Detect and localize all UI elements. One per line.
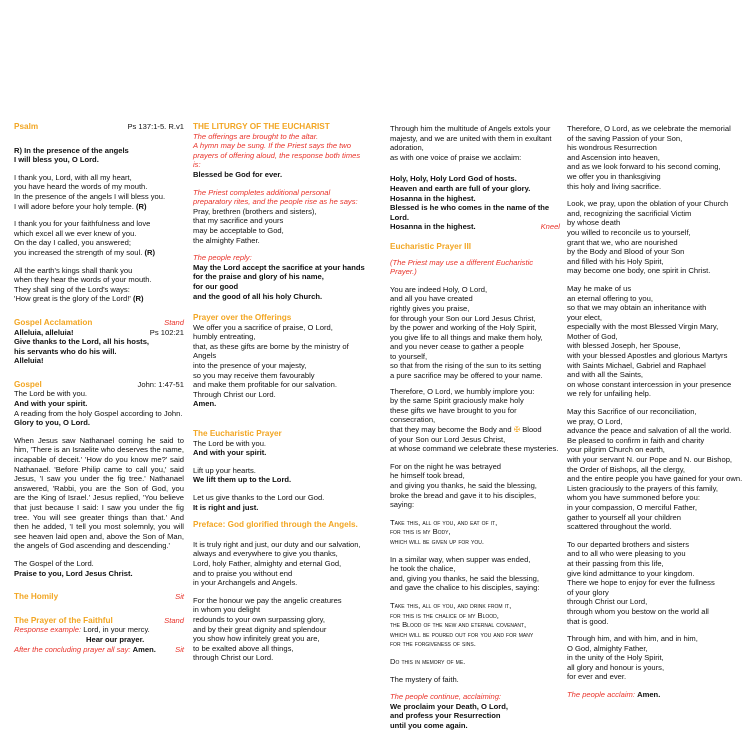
column-4 — [567, 124, 745, 700]
acclamation-text: Give thanks to the Lord, all his hosts, his servants who do his will. Alleluia! — [14, 337, 150, 366]
cross-icon: ✠ — [513, 425, 521, 435]
pray-text: Pray, brethren (brothers and sisters), that my sacrifice and yours may be acceptable to God, the almighty Father. — [193, 206, 317, 245]
ep3-body-words: Take this, all of you, and eat of it, for this is my Body, which will be given up for you. — [390, 517, 498, 546]
homily-header — [14, 592, 184, 602]
final-acclaim: The people acclaim: Amen. — [567, 690, 661, 700]
ep-line-2: Lift up your hearts. — [193, 465, 256, 475]
col4-p1: Therefore, O Lord, as we celebrate the memorial of the saving Passion of your Son, his wondrous Resurrection and Ascension into heaven, and as we look forward to his second coming, we offer you in thanksgiving this holy and living sacrifice. — [567, 124, 731, 191]
preface-p2: For the honour we pay the angelic creatures in whom you delight redounds to your own surpassing glory, and by their great dignity and splendour you show how infinitely great you are, to be exalted above all things, through Christ our Lord. — [193, 595, 342, 663]
eucharist-title: THE LITURGY OF THE EUCHARIST — [193, 122, 330, 131]
blessed-response: Blessed be God for ever. — [193, 169, 283, 179]
offerings-amen: Amen. — [193, 399, 217, 409]
gospel-line-2: A reading from the holy Gospel according to John. — [14, 408, 183, 418]
gospel-end: The Gospel of the Lord. — [14, 558, 94, 568]
col4-p3: May he make of us an eternal offering to you, so that we may obtain an inheritance with your elect, especially with the most Blessed Virgin Mary, Mother of God, with blessed Joseph, her Spouse, with your blessed Apostles and glorious Martyrs with Saints Michael, Gabriel and Raphael and with all the Saints, on whose constant intercession in your presence we rely for unfailing help. — [567, 283, 732, 399]
column-3 — [390, 124, 560, 738]
priest-rubric: The Priest completes additional personal preparatory rites, and the people rise as he says: — [193, 187, 358, 207]
acclamation-ref: Ps 102:21 — [149, 327, 184, 337]
gospel-header — [14, 380, 184, 390]
ep3-acclamation: We proclaim your Death, O Lord, and profess your Resurrection until you come again. — [390, 701, 509, 730]
angels-text: Through him the multitude of Angels extols your majesty, and we are united with them in exultant adoration, as with one voice of praise we acclaim: — [390, 124, 552, 162]
psalm-stanza-3: All the earth's kings shall thank you when they hear the words of your mouth. They shall sing of the Lord's ways: 'How great is the glory of the Lord!' (R) — [14, 265, 152, 304]
ep3-p2: Therefore, O Lord, we humbly implore you: by the same Spirit graciously make holy these gifts we have brought to you for consecration, that they may become the Body and ✠ Blood of your Son our Lord Jesus Christ, at whose command we celebrate these mysteries. — [390, 386, 559, 454]
alleluia-row — [14, 328, 184, 338]
psalm-stanza-2: I thank you for your faithfulness and love which excel all we ever knew of you. On the day I called, you answered; you increased the strength of my soul. (R) — [14, 219, 155, 257]
gospel-title: Gospel — [14, 379, 42, 389]
gospel-response-2: Glory to you, O Lord. — [14, 418, 90, 428]
gospel-ref: John: 1:47-51 — [137, 379, 184, 389]
ep3-people-rubric: The people continue, acclaiming: — [390, 692, 502, 702]
ep3-blood-words: Take this, all of you, and drink from it, for this is the chalice of my Blood, the Blood of the new and eternal covenant, which will be poured out for you and for many for the forgiveness of sins. — [390, 600, 534, 649]
ep-line-1: The Lord be with you. — [193, 438, 267, 448]
gospel-end-response: Praise to you, Lord Jesus Christ. — [14, 568, 133, 578]
faithful-header — [14, 616, 184, 626]
gospel-response-1: And with your spirit. — [14, 399, 88, 409]
column-1 — [14, 122, 184, 654]
psalm-ref: Ps 137:1-5. R.v1 — [127, 122, 184, 131]
faithful-title: The Prayer of the Faithful — [14, 615, 113, 625]
ep3-title: Eucharistic Prayer III — [390, 241, 472, 251]
psalm-stanza-1: I thank you, Lord, with all my heart, you have heard the words of my mouth. In the presence of the angels I will bless you. I will adore before your holy temple. (R) — [14, 172, 166, 211]
people-reply-rubric: The people reply: — [193, 253, 252, 263]
sanctus-text: Holy, Holy, Holy Lord God of hosts. Heaven and earth are full of your glory. Hosanna in the highest. Blessed is he who comes in the name of the Lord. — [390, 174, 550, 222]
ep3-p4: In a similar way, when supper was ended, he took the chalice, and, giving you thanks, he said the blessing, and gave the chalice to his disciples, saying: — [390, 554, 540, 593]
offerings-title: Prayer over the Offerings — [193, 313, 292, 323]
sanctus-last: Hosanna in the highest. — [390, 222, 476, 232]
faithful-after-row: After the concluding prayer all say: Amen. Sit — [14, 644, 184, 654]
faithful-after-posture: Sit — [175, 644, 184, 654]
gospel-body: When Jesus saw Nathanael coming he said to him, 'There is an Israelite who deserves the name, incapable of deceit.' 'How do you know me?' said Nathanael. 'Before Philip came to call you,' said Jesus, 'I saw you under the fig tree.' Nathanael answered, 'Rabbi, you are the Son of God, you are the King of Israel.' Jesus replied, 'You believe that just because I said: I saw you under the fig tree. You will see greater things than that.' And then he added, 'I tell you most solemnly, you will see heaven laid open and, above the Son of Man, the angels of God ascending and descending.' — [14, 435, 184, 551]
psalm-header — [14, 122, 184, 132]
ep-response-2: We lift them up to the Lord. — [193, 475, 292, 485]
ep3-p3: For on the night he was betrayed he himself took bread, and giving you thanks, he said the blessing, broke the bread and gave it to his disciples, saying: — [390, 461, 537, 510]
ep3-memory: Do this in memory of me. — [390, 656, 466, 666]
col4-p5: To our departed brothers and sisters and to all who were pleasing to you at their passing from this life, give kind admittance to your kingdom. There we hope to enjoy for ever the fullness of your glory through Christ our Lord, through whom you bestow on the world all that is good. — [567, 539, 715, 626]
acclamation-title: Gospel Acclamation — [14, 317, 93, 327]
kneel-posture: Kneel — [540, 222, 560, 232]
eucharist-rubric: The offerings are brought to the altar. A hymn may be sung. If the Priest says the two prayers of offering aloud, the response both times is: — [193, 131, 361, 170]
faithful-response: Response example: Lord, in your mercy. — [14, 625, 150, 635]
faithful-posture: Stand — [164, 615, 184, 625]
alleluia-text: Alleluia, alleluia! — [14, 327, 74, 337]
col4-p4: May this Sacrifice of our reconciliation, we pray, O Lord, advance the peace and salvation of all the world. Be pleased to confirm in faith and charity your pilgrim Church on earth, with your servant N. our Pope and N. our Bishop, the Order of Bishops, all the clergy, and the entire people you have gained for your own. Listen graciously to the prayers of this family, whom you have summoned before you: in your compassion, O merciful Father, gather to yourself all your children scattered throughout the world. — [567, 407, 743, 532]
col4-p2: Look, we pray, upon the oblation of your Church and, recognizing the sacrificial Victim by whose death you willed to reconcile us to yourself, grant that we, who are nourished by the Body and Blood of your Son and filled with his Holy Spirit, may become one body, one spirit in Christ. — [567, 199, 729, 276]
ep-line-3: Let us give thanks to the Lord our God. — [193, 493, 325, 502]
psalm-title: Psalm — [14, 122, 39, 131]
faithful-answer: Hear our prayer. — [86, 634, 145, 644]
psalm-response: R) In the presence of the angels I will bless you, O Lord. — [14, 145, 129, 165]
preface-p1: It is truly right and just, our duty and our salvation, always and everywhere to give you thanks, Lord, holy Father, almighty and eternal God, and to praise you without end in your Archangels and Angels. — [193, 539, 361, 588]
ep-response-1: And with your spirit. — [193, 448, 267, 458]
ep3-rubric: (The Priest may use a different Eucharistic Prayer.) — [390, 257, 534, 277]
ep-response-3: It is right and just. — [193, 502, 259, 512]
sanctus-last-row — [390, 222, 560, 232]
preface-title: Preface: God glorified through the Angels. — [193, 520, 358, 530]
ep3-mystery: The mystery of faith. — [390, 674, 459, 684]
acclamation-header — [14, 318, 184, 328]
ep-title: The Eucharistic Prayer — [193, 429, 282, 439]
ep3-p1: You are indeed Holy, O Lord, and all you have created rightly gives you praise, for through your Son our Lord Jesus Christ, by the power and working of the Holy Spirit, you give life to all things and make them holy, and you never cease to gather a people to yourself, so that from the rising of the sun to its setting a pure sacrifice may be offered to your name. — [390, 284, 543, 381]
people-reply-text: May the Lord accept the sacrifice at your hands for the praise and glory of his name, for our good and the good of all his holy Church. — [193, 262, 365, 301]
homily-posture: Sit — [175, 592, 184, 602]
gospel-line-1: The Lord be with you. — [14, 389, 88, 399]
homily-title: The Homily — [14, 592, 59, 602]
col4-p6: Through him, and with him, and in him, O God, almighty Father, in the unity of the Holy Spirit, all glory and honour is yours, for ever and ever. — [567, 634, 698, 682]
offerings-text: We offer you a sacrifice of praise, O Lord, humbly entreating, that, as these gifts are borne by the ministry of Angels into the presence of your majesty, so you may receive them favourably and make them profitable for our salvation. Through Christ our Lord. — [193, 322, 349, 399]
column-2 — [193, 122, 365, 671]
acclamation-posture: Stand — [164, 317, 184, 327]
